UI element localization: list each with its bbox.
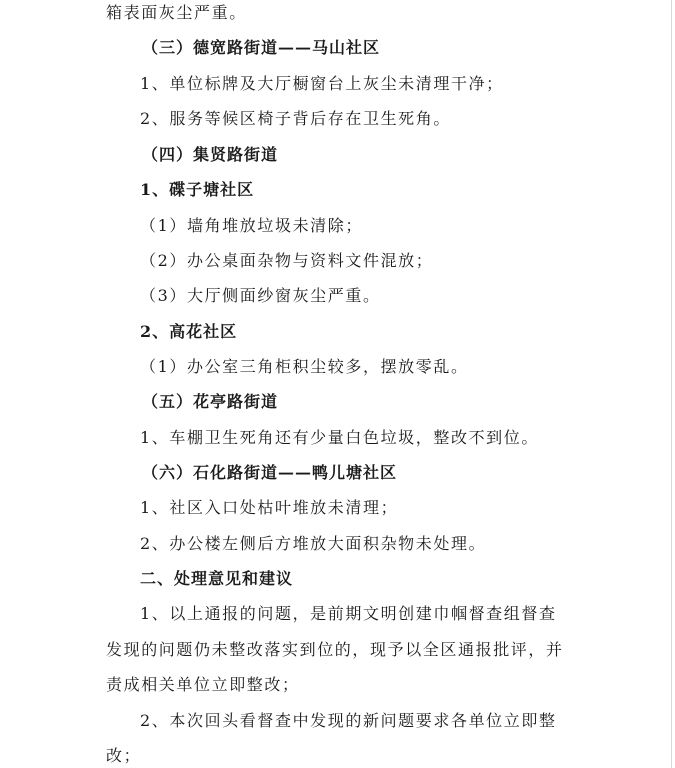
text-line: （1）墙角堆放垃圾未清除；: [140, 216, 363, 235]
text-line: 责成相关单位立即整改；: [106, 675, 300, 694]
text-line: 1、社区入口处枯叶堆放未清理；: [140, 498, 399, 517]
text-line: 发现的问题仍未整改落实到位的，现予以全区通报批评，并: [106, 640, 564, 659]
section-heading: （五）花亭路街道: [142, 392, 279, 411]
text-line: （1）办公室三角柜积尘较多，摆放零乱。: [140, 357, 469, 376]
section-heading: （六）石化路街道——鸭儿塘社区: [142, 463, 398, 482]
text-line: （2）办公桌面杂物与资料文件混放；: [140, 251, 434, 270]
subsection-heading: 1、碟子塘社区: [140, 180, 255, 199]
text-line: 2、办公楼左侧后方堆放大面积杂物未处理。: [140, 534, 487, 553]
text-line: 1、单位标牌及大厅橱窗台上灰尘未清理干净；: [140, 74, 504, 93]
text-line: 箱表面灰尘严重。: [106, 3, 247, 22]
text-line: 2、服务等候区椅子背后存在卫生死角。: [140, 109, 451, 128]
text-line: 2、本次回头看督查中发现的新问题要求各单位立即整: [140, 711, 557, 730]
text-line: 1、车棚卫生死角还有少量白色垃圾，整改不到位。: [140, 428, 539, 447]
text-line: （3）大厅侧面纱窗灰尘严重。: [140, 286, 381, 305]
section-heading: （四）集贤路街道: [142, 145, 279, 164]
text-line: 改；: [106, 746, 142, 765]
chapter-heading: 二、处理意见和建议: [140, 569, 294, 588]
text-line: 1、以上通报的问题，是前期文明创建巾帼督查组督查: [140, 604, 557, 623]
section-heading: （三）德宽路街道——马山社区: [142, 38, 381, 57]
subsection-heading: 2、高花社区: [140, 322, 238, 341]
page-edge-divider: [671, 0, 672, 768]
